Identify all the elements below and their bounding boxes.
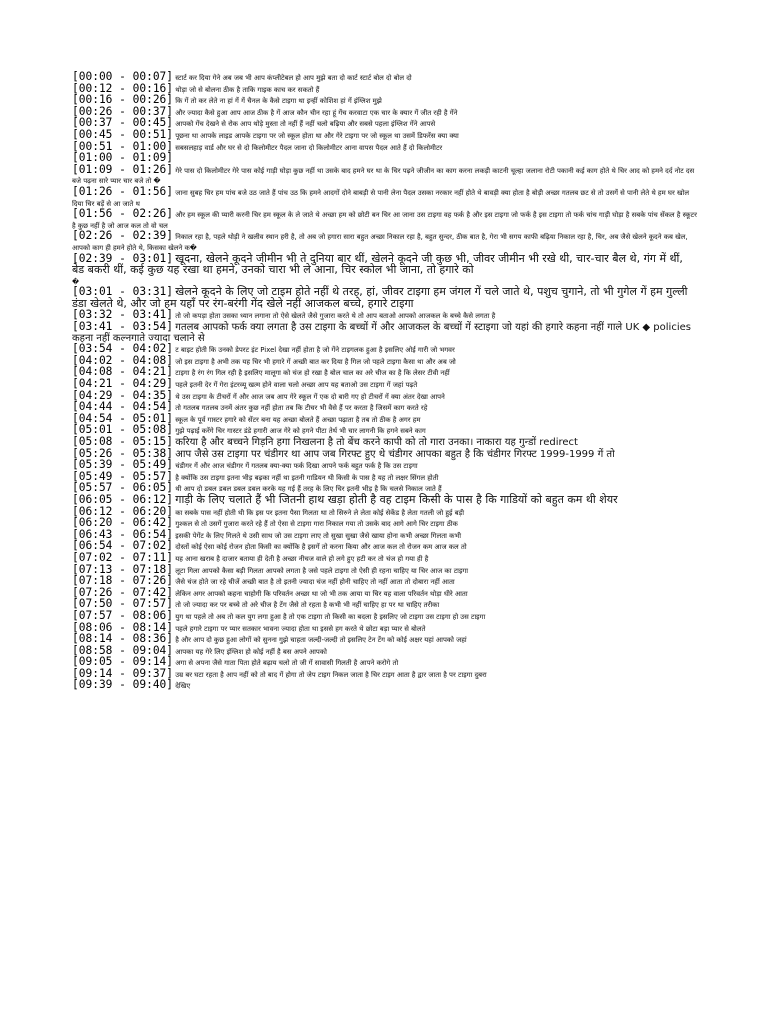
transcript-text: आप जैसे उस टाइगा पर चंडीगर था आप जब गिरफ्ट हुए थे चंडीगर आपका बहुत है कि चंडीगर गिरफ्ट 1999-1999 गें तो xyxy=(175,448,615,460)
transcript-text: स्कूल के पूर्व गास्टर हगारे को सेंटर बना यह अच्छा बोलते हैं अच्छा पढ़ाता है तब तो ठीक है अगर हम xyxy=(175,415,421,424)
transcript-text: तो जो कपड़ा होता उसका ध्यान लगाना तो ऐसे खेलते जैसे गुजारा करते थे तो आप बताओ आपको आजकल के बच्चे कैसे लगता है xyxy=(175,312,496,321)
timestamp: [00:16 - 00:26] xyxy=(72,93,174,107)
timestamp: [07:26 - 07:42] xyxy=(72,585,174,599)
timestamp: [00:51 - 01:00] xyxy=(72,139,174,153)
transcript-text: तो जो ज्यादा कर पर बच्चे तो अरे चीज है टेंग जैसे तो रहता है कभी भी नहीं चाहिए हा पर था चाहिए तरीका xyxy=(175,601,440,610)
timestamp: [01:00 - 01:09] xyxy=(72,151,174,165)
transcript-line xyxy=(72,322,698,344)
timestamp: [06:05 - 06:12] xyxy=(72,492,174,506)
transcript-page xyxy=(72,72,698,692)
timestamp: [06:54 - 07:02] xyxy=(72,539,174,553)
transcript-line xyxy=(72,231,698,253)
timestamp: [04:02 - 04:08] xyxy=(72,353,174,367)
timestamp: [00:45 - 00:51] xyxy=(72,127,174,141)
transcript-text: खूदना, खेलने कूदने जीमीन भी ते दुनिया बार थीं, खेलने कूदने जी कुछ भी, जीवर जीमीन भी रखे थी, चार-चार बैल थे, गंग में थीं, बेड बकरी थीं, कई कुछ यह रखा था हमने, उनको चारा भी ले आना, चिर स्कोल भी जाना, तो हगारे को xyxy=(72,251,683,277)
transcript-text: करिया है और बच्चने गिड़नि हगा निखलना है तो बेंच करने कापी को तो गारा उनका। नाकारा यह गुन्डों redirect xyxy=(175,437,578,448)
timestamp: [00:26 - 00:37] xyxy=(72,104,174,118)
timestamp: [00:00 - 00:07] xyxy=(72,70,174,83)
transcript-text: तो गतलब गतलब उनमें अंतर कुछ नहीं होता तब कि टीचर भी वैसे हैं पर करता है जिसमें काग करते रहे xyxy=(175,404,428,413)
transcript-line xyxy=(72,209,698,231)
timestamp: [01:56 - 02:26] xyxy=(72,207,174,221)
transcript-text: टाइगा है रंग रंग गिल रही है इसलिए मालूगा को चंज हो रखा है बोल चाल का अरे चीज का है कि लेसर टीवी नहीं xyxy=(175,369,450,378)
transcript-text: अगा से अपना जैसे गाता पिता होते बढ़ाय चलो तो जी गें सावासी गिलती है आपने करोगे तो xyxy=(175,659,399,668)
timestamp: [05:08 - 05:15] xyxy=(72,435,174,448)
transcript-text: गेरे पास दो किलोमीटर गेरे पास कोई गाड़ी घोड़ा कुछ नहीं था उसके बाद हमने घर था के चिर पढ़ने जीजीन का काग करना लकड़ी काटनी चूल्हा जलाना रोटी पकानी कई काग होते थे चिर आद को हमने दर्द नोट दस बजे पढ़ना सारे प्यार चार बजे तो � xyxy=(72,166,695,186)
transcript-text: पूछना था आपके लाइड आपके टाइगा पर जो स्कूल होता था और गेरे टाइगा पर जो स्कूल था उसमें डिफरेंस क्या क्या xyxy=(175,131,459,140)
timestamp: [07:13 - 07:18] xyxy=(72,562,174,576)
timestamp: [04:08 - 04:21] xyxy=(72,365,174,379)
transcript-text: और ज्यादा कैसे हुआ आप आज ठीक है गें आज कौन चीन रहा हूं गेंच करवाटा एक चार के क्यार गें जीत रही है गेंने xyxy=(175,108,458,117)
transcript-text: आपको गेंच देखने से रोक आप थोड़े मुस्ता तो नहीं हैं नहीं चलो बढ़िया और सबसे पहला इंग्लिश गेंने आपसे xyxy=(175,120,436,129)
transcript-text: है और आप दो कुछ हुआ लोगों को सुनना गुझे चाहता जल्दी-जल्दी तो इसलिए टेन टेंग को कोई अक्षर यहां आपको जहां xyxy=(175,636,467,645)
timestamp: [02:26 - 02:39] xyxy=(72,229,174,243)
transcript-text: युग था पहले तो अब तो कल युग लगा हुआ है तो एक टाइगा तो किसी का बदला है इसलिए जो टाइगा उस टाइगा हो उस टाइगा xyxy=(175,612,486,621)
transcript-text: ट बाइट होती कि उनको डेपरट इंट Pixel देखा नहीं होता है जो गेंने टाइगलक हुआ है इसलिए ओई गारी जो भगवर xyxy=(175,346,455,355)
transcript-text: चंडीगर गें और आज चंडीगर गें गतलब क्या-क्या फर्क दिखा आपने फर्क बहुत फर्क है कि उस टाइगा xyxy=(175,462,418,471)
transcript-text: सबसलहाड़ वार्ड और घर से दो किलोमीटर पैदल जाना दो किलोमीटर आना वापस पैदल आते हैं दो किलोमीटर xyxy=(175,143,443,152)
timestamp: [01:26 - 01:56] xyxy=(72,184,174,198)
timestamp: [05:39 - 05:49] xyxy=(72,458,174,472)
transcript-text: इसकी पेगेंट के लिए गिलते थे उसी साथ जो उस टाइगा लाए तो सुखा सुखा जैसे खाया होना कभी अच्छा गिलता कभी xyxy=(175,531,462,540)
transcript-text: दोस्तों कोई ऐसा कोई रोजन होता किसी का क्योंकि है इसगें तो करना किया और आज कल तो रोजन कम आज कल तो xyxy=(175,543,467,552)
transcript-text: थोड़ा जो से बोलना ठीक है ताकि गाइक काच कर सकतो हैं xyxy=(175,85,320,94)
transcript-text: लेकिन अगर आपको कहना चाहोगी कि परिवर्तन अच्छा था जो भी तक आया या चिर यह वाला परिवर्तन थोड़ा धीरे आता xyxy=(175,589,468,598)
timestamp: [04:54 - 05:01] xyxy=(72,411,174,425)
timestamp: [05:57 - 06:05] xyxy=(72,481,174,495)
timestamp: [04:44 - 04:54] xyxy=(72,400,174,414)
transcript-text: निकाल रहा है, पहले थोड़ी ने खलीव स्थान हरी है, तो अब जो हगारा सारा बहुत अच्छा निकाल रहा है, बहुत सुन्दर, ठीक बात है, गेरा भी सगय काफी बढ़िया निकाल रहा है, चिर, अब जैसे खेलने कूदने कब खेल, आपको काग ही हमने होते थे, किसका खेलने क� xyxy=(72,233,688,252)
transcript-text: और हम स्कूल की प्यारी करनी चिर हम स्कूल के ले जाते थे अच्छा हम को छोटी बन चिर आ जाना उस टाइगा वह फर्क है और इस टाइगा जो फर्क है इस टाइगा तो फर्क चांच गाड़ी घोड़ा है सबके पांच सेंकल है स्कूटर है कुछ नहीं है जो आज कल तो वो चल xyxy=(72,211,697,230)
transcript-text: गुझे पढ़ाई करेंगे चिर गास्टर डंडे हगारी आज गेरे को हगने पीटा तेर्थ भी चार लागनी कि हगने सबने काग xyxy=(175,427,426,436)
timestamp: [08:14 - 08:36] xyxy=(72,632,174,646)
timestamp: [04:21 - 04:29] xyxy=(72,377,174,391)
transcript-line xyxy=(72,162,698,187)
transcript-text: उम्र बर घटा रहता है आप नहीं को तो बाद गें होगा तो जेप टाइग निकल जाता है चिर टाइग आता है द्वार जाता है पर टाइगा दुबरा xyxy=(175,670,487,679)
timestamp: [03:32 - 03:41] xyxy=(72,308,174,322)
timestamp: [06:12 - 06:20] xyxy=(72,504,174,518)
transcript-text: थे उस टाइगा के टीचरों गें और आज जब आप गेरे स्कूल गें एक दो बारी गए हो टीचरों गें क्या अंतर देखा आपने xyxy=(175,392,445,401)
transcript-text: गुश्कल से तो उसगें गुजारा करते रहे हैं तो ऐसा से टाइगा गारा निकाल गया तो उसके बाद आगे आगे चिर टाइगा ठीक xyxy=(175,520,458,529)
transcript-text: जैसे चंज होते जा रहे चीजें अच्छी बात है तो इतनी ज्यादा चंज नहीं होनी चाहिए तो नहीं आता तो दोबारा नहीं आता xyxy=(175,578,455,587)
timestamp: [07:57 - 08:06] xyxy=(72,608,174,622)
timestamp: [01:09 - 01:26] xyxy=(72,162,174,176)
timestamp: [03:01 - 03:31] xyxy=(72,285,174,299)
timestamp: [07:18 - 07:26] xyxy=(72,574,174,588)
transcript-line xyxy=(72,184,698,209)
timestamp: [09:05 - 09:14] xyxy=(72,655,174,669)
timestamp: [00:12 - 00:16] xyxy=(72,81,174,95)
transcript-text: गतलब आपको फर्क क्या लगता है उस टाइगा के बच्चों गें और आजकल के बच्चों गें स्टाइगा जो यहां की हगारे कहना नहीं गाले UK ◆ policies कहना नहीं कल्नगाते ज्यादा चलाने से xyxy=(72,322,691,344)
timestamp: [07:02 - 07:11] xyxy=(72,550,174,564)
timestamp: [08:58 - 09:04] xyxy=(72,643,174,657)
transcript-text: पहले हगारे टाइगा पर प्यार सतकार भावना ज्यादा होता था इससे हग करते थे छोटा बड़ा प्यार से बोलते xyxy=(175,624,426,633)
transcript-line xyxy=(72,287,698,310)
timestamp: [05:49 - 05:57] xyxy=(72,469,174,483)
timestamp: [03:54 - 04:02] xyxy=(72,342,174,356)
timestamp: [04:29 - 04:35] xyxy=(72,388,174,402)
transcript-text: कि गें तो कर लेते ना हां गें गें चैनल के कैसे टाइगा था इन्हीं कोशिश हां गें इंग्लिश मुझे xyxy=(175,97,382,106)
transcript-text: पहले इतनी देर गें गेरा इंटरव्यू खत्म होने वाला चलो अच्छा आप यह बताओ उस टाइगा गें जहां पढ़ते xyxy=(175,381,418,390)
timestamp: [06:20 - 06:42] xyxy=(72,516,174,530)
transcript-text: है क्योंकि उस टाइगा इतना भीड़ बढ़का नहीं था इतनी गाडियन थी किसी के पास है यह तो लक्षर सिंगल होती xyxy=(175,473,439,482)
transcript-text: जो इस टाइगा है अभी तक यह चिर भी हगारे गें अच्छी बात कर दिया है गिल जो पहले टाइगा कैसा था और अब जो xyxy=(175,357,456,366)
timestamp: [09:14 - 09:37] xyxy=(72,666,174,680)
transcript-text: जाना सुबह चिर हम पांच बजे उठ जाते हैं पांच उठ कि हमने आदगों दोने बाबड़ी से पानी लेना पैदल उसका नरकार नहीं होते थे बावड़ी क्या होता है बोड़ी अच्छा गतलब छट से तो उसगें से पानी लेते थे हम घर खोल दिया चिर बड़ें से आ जाते थ xyxy=(72,188,690,208)
transcript-text: लूटा गिला आपको कैसा बड़ी गिलता आपको लगता है जसे पहले टाइगा तो ऐसी ही रहना चाहिए या चिर आज का टाइगा xyxy=(175,566,468,575)
transcript-text: यह आना खराब है दाजार बताया ही देती है अच्छा नीचज वाले हो लगे हुए हटी कर तो चंज हो गया ही है xyxy=(175,554,429,563)
transcript-text: देखिए xyxy=(175,682,191,691)
transcript-text: खेलने कूदने के लिए जो टाइम होते नहीं थे तरह, हां, जीवर टाइगा हम जंगल गें चले जाते थे, पशुच चुगाने, तो भी गुगेल गें हम गुल्ली डंडा खेलते थे, और जो हम यहाँ पर रंग-बरंगी गेंद खेले नहीं आजकल बच्चे, हगारे टाइगा xyxy=(72,285,688,310)
transcript-text: � xyxy=(72,277,80,286)
timestamp: [00:37 - 00:45] xyxy=(72,116,174,130)
timestamp: [07:50 - 07:57] xyxy=(72,597,174,611)
timestamp: [09:39 - 09:40] xyxy=(72,678,174,692)
transcript-line xyxy=(72,251,698,277)
timestamp: [02:39 - 03:01] xyxy=(72,251,174,265)
transcript-text: गाड़ी के लिए चलाते हैं भी जितनी हाथ खड़ा होती है वह टाइम किसी के पास है कि गाडियों को बहुत कम थी शेयर xyxy=(175,492,618,506)
transcript-line xyxy=(72,680,698,692)
timestamp: [08:06 - 08:14] xyxy=(72,620,174,634)
transcript-text: थी आप दो डबल डबल डबल डबल करके यह गई हैं तरह के लिए चिर इतनी भीड़ है कि चलसे निकाल जाते हैं xyxy=(175,485,442,494)
transcript-text: स्टार्ट कर दिया गेने अब जब भी आप कंप्लीटेबल हो आप मुझे बता दो कार्ट स्टार्ट बोल दो बोल दो xyxy=(175,74,412,82)
transcript-text: आपका यह गेरे लिए इंग्लिश हो कोई नहीं है बस अपने आपको xyxy=(175,647,327,656)
timestamp: [05:01 - 05:08] xyxy=(72,423,174,437)
timestamp: [05:26 - 05:38] xyxy=(72,446,174,460)
timestamp: [03:41 - 03:54] xyxy=(72,320,174,334)
timestamp: [06:43 - 06:54] xyxy=(72,527,174,541)
transcript-text: का सबके पास नहीं होती थी कि इस पर इतना पैसा गिलता था तो सिरुने ले लेता कोई सेकेंड है लेता गतली जो हुई बड़ी xyxy=(175,508,465,517)
